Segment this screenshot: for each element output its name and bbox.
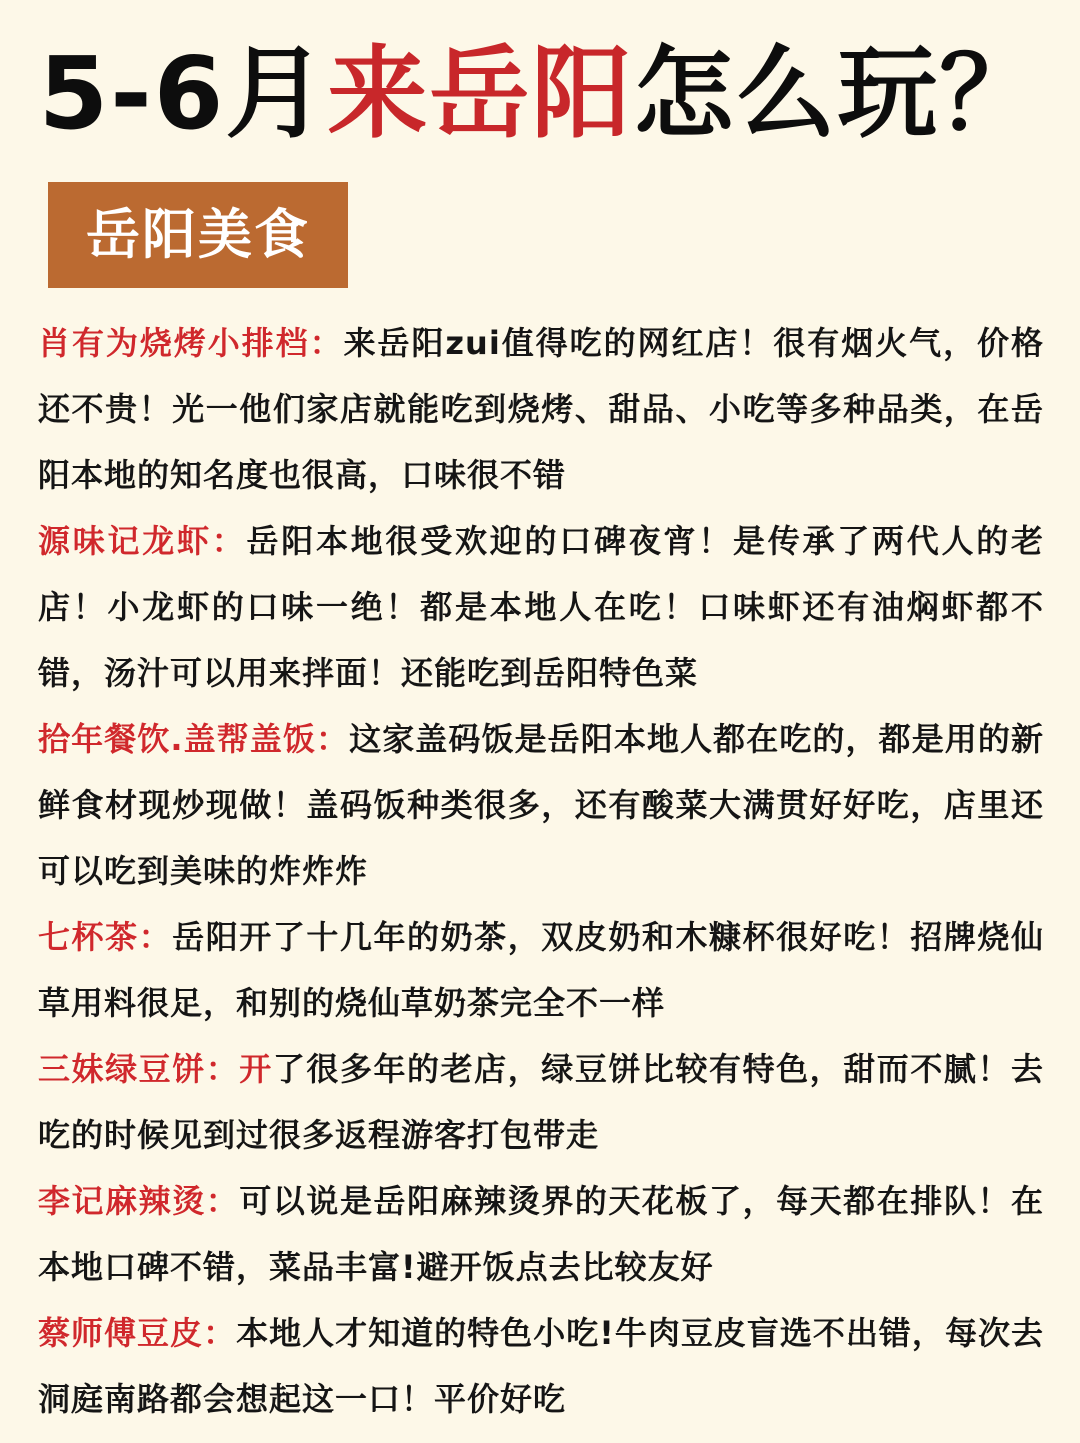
title-suffix: 怎么玩？: [633, 35, 1042, 152]
list-item: [38, 508, 1044, 706]
list-item-name: 拾年餐饮.盖帮盖饭：: [38, 720, 350, 758]
list-item: [38, 310, 1044, 508]
list-item-description: 本地人才知道的特色小吃!牛肉豆皮盲选不出错，每次去洞庭南路都会想起这一口！平价好吃: [38, 1314, 1044, 1418]
title-prefix: 5-6月: [38, 35, 328, 152]
section-badge: 岳阳美食: [48, 182, 348, 288]
title-highlight: 来岳阳: [327, 35, 634, 152]
list-item-description: 可以说是岳阳麻辣烫界的天花板了，每天都在排队！在本地口碑不错，菜品丰富!避开饭点去比较友好: [38, 1182, 1044, 1286]
list-item-description: 了很多年的老店，绿豆饼比较有特色，甜而不腻！去吃的时候见到过很多返程游客打包带走: [38, 1050, 1044, 1154]
list-item-name: 源味记龙虾：: [38, 522, 247, 560]
list-item-name: 七杯茶：: [38, 918, 173, 956]
list-item: [38, 1036, 1044, 1168]
list-item-description: 来岳阳zui值得吃的网红店！很有烟火气，价格还不贵！光一他们家店就能吃到烧烤、甜品、小吃等多种品类，在岳阳本地的知名度也很高，口味很不错: [38, 324, 1044, 494]
list-item: [38, 1168, 1044, 1300]
list-item: [38, 1300, 1044, 1432]
list-item-name: 蔡师傅豆皮：: [38, 1314, 237, 1352]
list-item-name: 肖有为烧烤小排档：: [38, 324, 344, 362]
list-item-description: 岳阳开了十几年的奶茶，双皮奶和木糠杯很好吃！招牌烧仙草用料很足，和别的烧仙草奶茶完全不一样: [38, 918, 1044, 1022]
page-title: [0, 34, 1080, 154]
list-item-name: 李记麻辣烫：: [38, 1182, 240, 1220]
list-item: [38, 904, 1044, 1036]
list-item-name: 三妹绿豆饼：开: [38, 1050, 273, 1088]
list-item-description: 岳阳本地很受欢迎的口碑夜宵！是传承了两代人的老店！小龙虾的口味一绝！都是本地人在吃！口味虾还有油焖虾都不错，汤汁可以用来拌面！还能吃到岳阳特色菜: [38, 522, 1044, 692]
list-item: [38, 706, 1044, 904]
list-item-description: 这家盖码饭是岳阳本地人都在吃的，都是用的新鲜食材现炒现做！盖码饭种类很多，还有酸菜大满贯好好吃，店里还可以吃到美味的炸炸炸: [38, 720, 1044, 890]
food-list: [38, 310, 1044, 1432]
